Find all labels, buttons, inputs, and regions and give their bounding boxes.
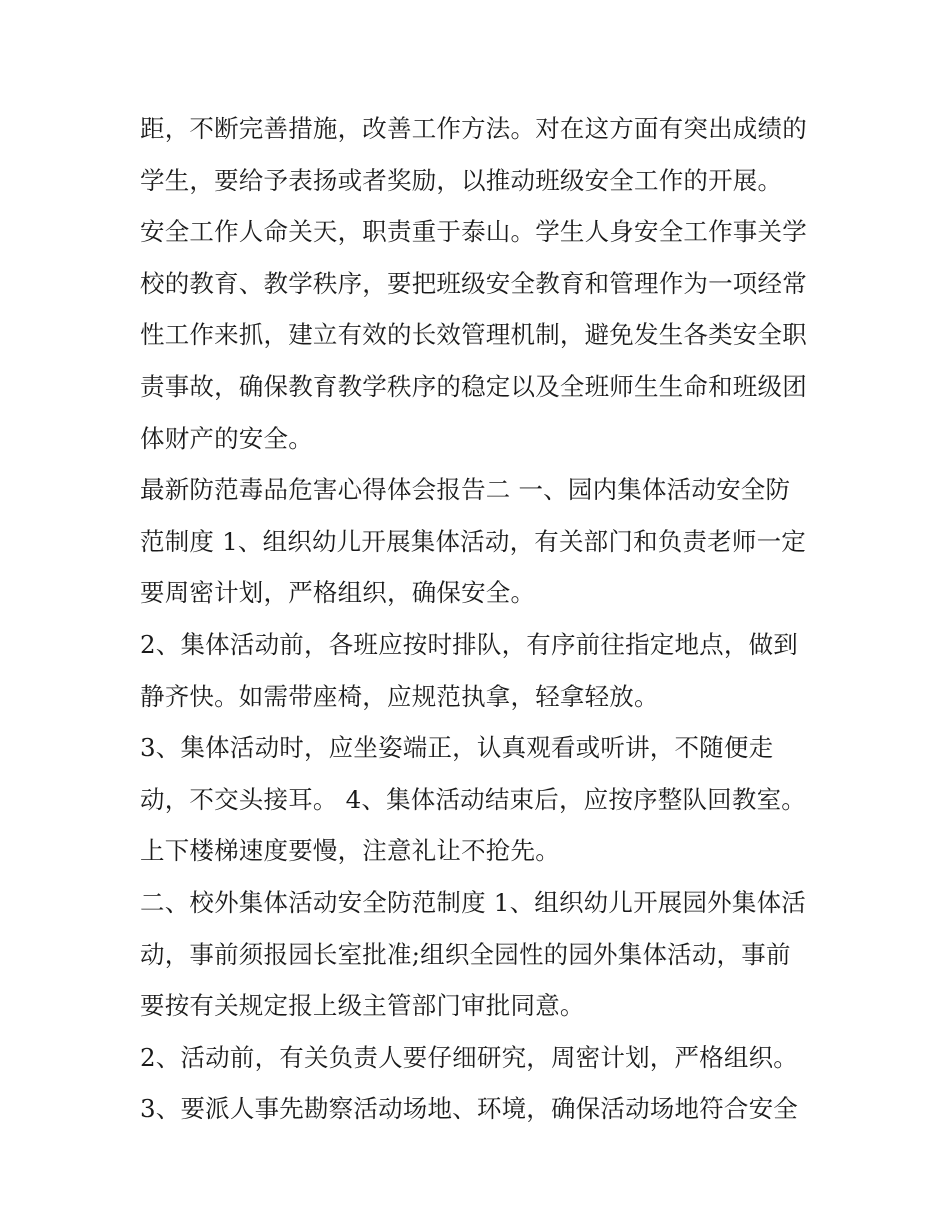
text-line: 最新防范毒品危害心得体会报告二 一、园内集体活动安全防 xyxy=(140,475,791,505)
text-line: 要周密计划，严格组织，确保安全。 xyxy=(140,578,536,608)
text-line: 二、校外集体活动安全防范制度 1、组织幼儿开展园外集体活 xyxy=(140,887,806,917)
text-line: 静齐快。如需带座椅，应规范执拿，轻拿轻放。 xyxy=(140,681,659,711)
text-line: 性工作来抓，建立有效的长效管理机制，避免发生各类安全职 xyxy=(140,320,807,350)
text-line: 范制度 1、组织幼儿开展集体活动，有关部门和负责老师一定 xyxy=(140,526,806,556)
document-body xyxy=(140,103,830,1135)
text-line: 学生，要给予表扬或者奖励，以推动班级安全工作的开展。 xyxy=(140,165,783,195)
text-line: 校的教育、教学秩序，要把班级安全教育和管理作为一项经常 xyxy=(140,268,807,298)
text-line: 3、要派人事先勘察活动场地、环境，确保活动场地符合安全 xyxy=(140,1094,798,1124)
text-line: 责事故，确保教育教学秩序的稳定以及全班师生生命和班级团 xyxy=(140,371,807,401)
text-line: 安全工作人命关天，职责重于泰山。学生人身安全工作事关学 xyxy=(140,217,807,247)
text-line: 要按有关规定报上级主管部门审批同意。 xyxy=(140,991,585,1021)
text-line: 2、集体活动前，各班应按时排队，有序前往指定地点，做到 xyxy=(140,629,798,659)
text-line: 3、集体活动时，应坐姿端正，认真观看或听讲，不随便走 xyxy=(140,733,774,763)
text-line: 2、活动前，有关负责人要仔细研究，周密计划，严格组织。 xyxy=(140,1042,798,1072)
text-line: 动，事前须报园长室批准;组织全园性的园外集体活动，事前 xyxy=(140,939,791,969)
text-line: 上下楼梯速度要慢，注意礼让不抢先。 xyxy=(140,836,560,866)
text-line: 体财产的安全。 xyxy=(140,423,313,453)
text-line: 距，不断完善措施，改善工作方法。对在这方面有突出成绩的 xyxy=(140,114,807,143)
text-line: 动，不交头接耳。 4、集体活动结束后，应按序整队回教室。 xyxy=(140,784,806,814)
